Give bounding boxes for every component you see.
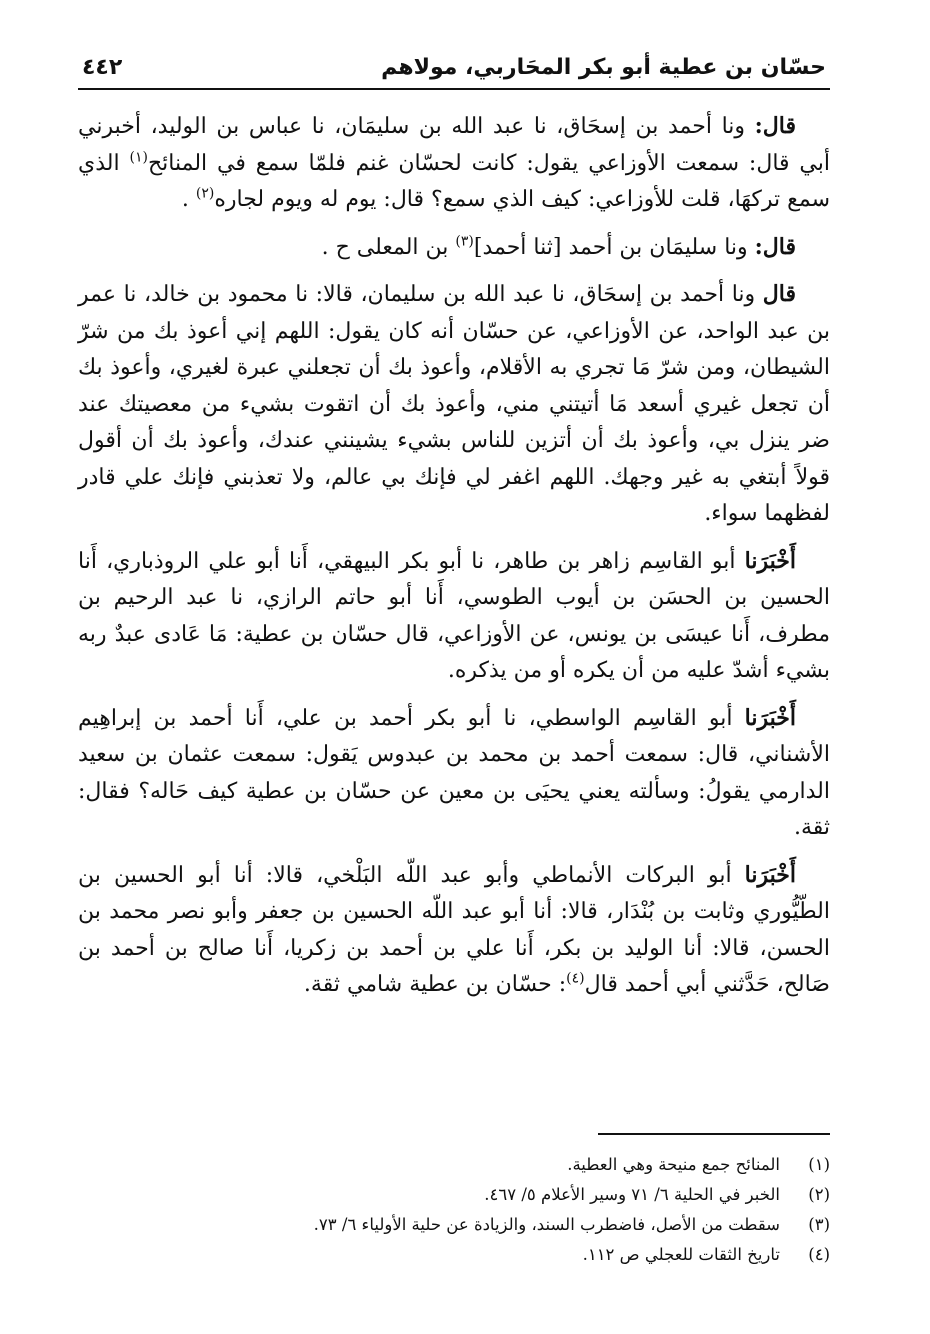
paragraph-lead: قال: bbox=[754, 113, 796, 139]
footnote-number: (٢) bbox=[808, 1185, 830, 1204]
paragraph bbox=[78, 857, 830, 1004]
footnote-ref[interactable]: (٣) bbox=[455, 233, 474, 250]
paragraph-text: ونا سليمَان بن أحمد [ثنا أحمد] bbox=[473, 234, 755, 260]
page-number: ٤٤٢ bbox=[82, 55, 123, 80]
footnote-text: المنائح جمع منيحة وهي العطية. bbox=[567, 1155, 780, 1174]
footnote-text: الخبر في الحلية ٦/ ٧١ وسير الأعلام ٥/ ٤٦٧. bbox=[484, 1185, 780, 1204]
footnote-number: (٣) bbox=[808, 1215, 830, 1234]
paragraph-text: بن المعلى ح . bbox=[321, 234, 456, 260]
footnote-number: (١) bbox=[808, 1155, 830, 1174]
footnote-separator bbox=[598, 1133, 830, 1135]
paragraph-text: أبو القاسِم زاهر بن طاهر، نا أبو بكر البيهقي، أَنا أبو علي الروذباري، أَنا الحسين بن الحسَن بن أيوب الطوسي، أَنا أبو حاتم الرازي، نا عبد الرحيم بن مطرف، أَنا عيسَى بن يونس، عن الأوزاعي، قال حسّان بن عطية: مَا عَادى عبدٌ ربه بشيء أشدّ عليه من أن يكره أو من يذكره. bbox=[78, 548, 830, 683]
paragraph-text: ونا أحمد بن إسحَاق، نا عبد الله بن سليمَان، نا عباس بن الوليد، أخبرني أبي قال: سمعت الأوزاعي يقول: كانت لحسّان غنم فلمّا سمع في المنائح bbox=[78, 114, 830, 176]
running-title: حسّان بن عطية أبو بكر المحَاربي، مولاهم bbox=[381, 55, 826, 80]
paragraph-text: : حسّان بن عطية شامي ثقة. bbox=[303, 972, 567, 997]
main-text bbox=[78, 108, 830, 1004]
footnote bbox=[210, 1210, 830, 1240]
paragraph-lead: قال bbox=[762, 281, 796, 307]
paragraph-lead: أَخْبَرَنا bbox=[744, 547, 796, 574]
paragraph-text: ونا أحمد بن إسحَاق، نا عبد الله بن سليمان، قالا: نا محمود بن خالد، نا عمر بن عبد الواحد، عن الأوزاعي، عن حسّان أنه كان يقول: اللهم إني أعوذ بك من شرّ الشيطان، ومن شرّ مَا تجري به الأقلام، وأعوذ بك أن تجعلني عبرة لغيري، وأعوذ بك أن تجعل غيري أسعد مَا أتيتني مني، وأعوذ بك أن اتقوت بشيء من معصيتك عند ضر ينزل بي، وأعوذ بك أن أتزين للناس بشيء يشينني عندك، وأعوذ بك أن أقول قولاً أبتغي به غير وجهك. اللهم اغفر لي فإنك بي عالم، ولا تعذبني فإنك علي قادر لفظهما سواء. bbox=[78, 282, 830, 526]
paragraph bbox=[78, 543, 830, 690]
paragraph-text: أبو البركات الأنماطي وأبو عبد اللّه البَلْخي، قالا: أنا أبو الحسين بن الطّيُّوري وثابت بن بُنْدَار، قالا: أنا أبو عبد اللّه الحسين بن جعفر وأبو نصر محمد بن الحسن، قالا: أنا الوليد بن بكر، أَنا علي بن أحمد بن زكريا، أَنا صالح بن أحمد بن صَالح، حَدَّثني أبي أحمد قال bbox=[78, 862, 830, 997]
page bbox=[78, 48, 830, 1014]
footnotes bbox=[210, 1150, 830, 1270]
footnote-text: سقطت من الأصل، فاضطرب السند، والزيادة عن حلية الأولياء ٦/ ٧٣. bbox=[313, 1215, 780, 1234]
paragraph bbox=[78, 108, 830, 219]
footnote-ref[interactable]: (١) bbox=[129, 149, 148, 166]
paragraph-text: . bbox=[181, 187, 196, 212]
paragraph-lead: قال: bbox=[754, 233, 796, 260]
footnote bbox=[210, 1180, 830, 1210]
paragraph-lead: أَخْبَرَنا bbox=[744, 704, 796, 731]
footnote-text: تاريخ الثقات للعجلي ص ١١٢. bbox=[582, 1245, 780, 1264]
footnote-number: (٤) bbox=[808, 1245, 830, 1264]
paragraph bbox=[78, 276, 830, 533]
paragraph-lead: أَخْبَرَنا bbox=[744, 861, 796, 888]
running-header bbox=[78, 48, 830, 90]
footnote bbox=[210, 1150, 830, 1180]
footnote-ref[interactable]: (٤) bbox=[566, 970, 585, 987]
paragraph bbox=[78, 229, 830, 267]
paragraph-text: أبو القاسِم الواسطي، نا أبو بكر أحمد بن علي، أَنا أحمد بن إبراهِيم الأشناني، قال: سمعت أحمد بن محمد بن عبدوس يَقول: سمعت عثمان بن سعيد الدارمي يقولُ: وسألته يعني يحيَى بن معين عن حسّان بن عطية كيف حَاله؟ فقال: ثقة. bbox=[78, 705, 830, 840]
paragraph bbox=[78, 700, 830, 847]
footnote bbox=[210, 1240, 830, 1270]
footnote-ref[interactable]: (٢) bbox=[195, 185, 215, 202]
paragraph-text: الذي سمع تركهَا، قلت للأوزاعي: كيف الذي سمع؟ قال: يوم له ويوم لجاره bbox=[78, 150, 830, 212]
